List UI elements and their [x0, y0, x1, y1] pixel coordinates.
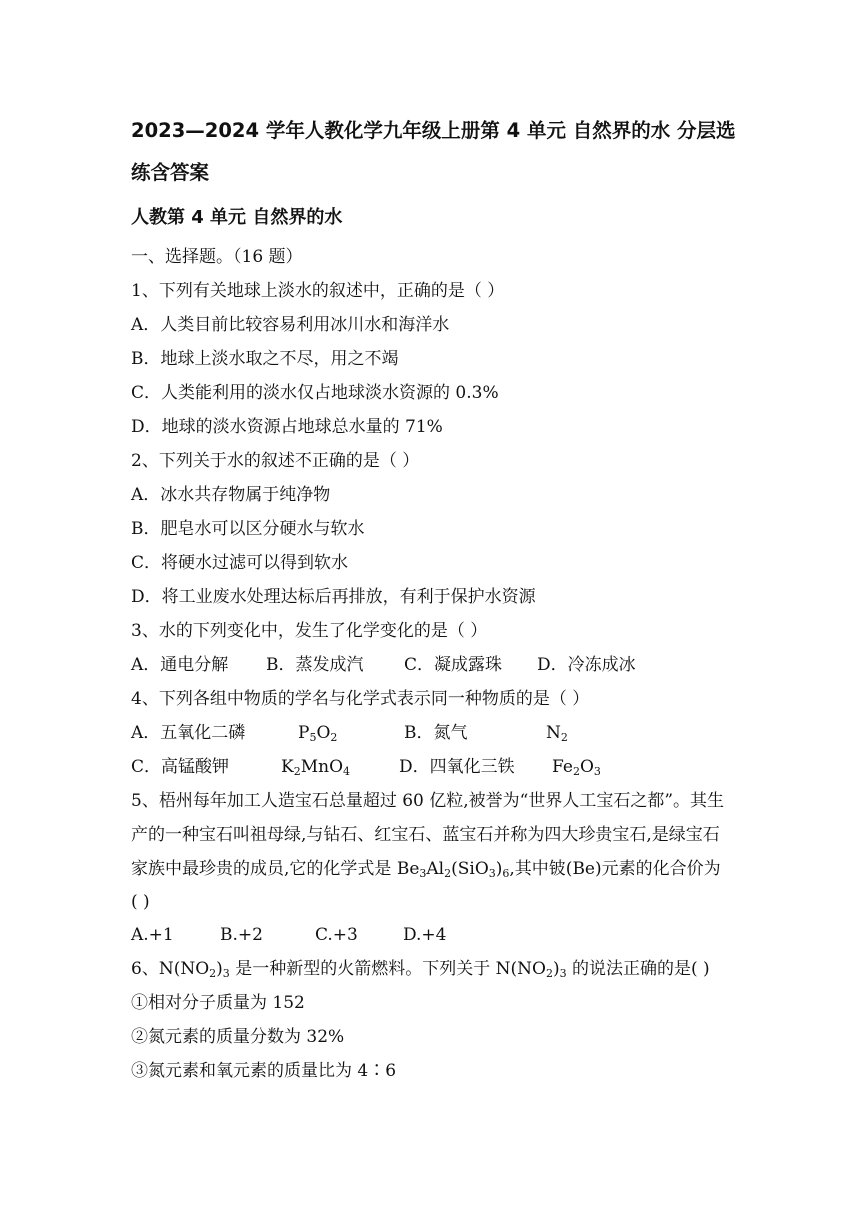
q5-option-d: D.+4 — [403, 925, 447, 945]
q6-stem-end: 的说法正确的是( ) — [566, 959, 710, 979]
q4-option-d-formula: $Fe_2O_3$ — [552, 757, 601, 778]
q2-option-b: B．肥皂水可以区分硬水与软水 — [131, 519, 365, 539]
q1-option-d: D．地球的淡水资源占地球总水量的 71% — [131, 417, 443, 437]
q4-option-b-formula: $N_2$ — [546, 723, 568, 744]
q4-option-a-formula: $P_5O_2$ — [298, 723, 338, 744]
q6-formula: $N(NO_2)_3$ — [158, 959, 230, 980]
question-2-stem: 2、下列关于水的叙述不正确的是（ ） — [131, 451, 420, 471]
question-5-line-3 — [131, 858, 721, 880]
question-3-stem: 3、水的下列变化中，发生了化学变化的是（ ） — [131, 621, 488, 641]
q4-option-b-name: B．氮气 — [404, 723, 468, 743]
unit-heading: 人教第 4 单元 自然界的水 — [131, 207, 343, 228]
q1-option-a: A．人类目前比较容易利用冰川水和海洋水 — [131, 315, 450, 335]
q4-option-c-name: C．高锰酸钾 — [131, 757, 230, 777]
q6-stem-middle: 是一种新型的火箭燃料。下列关于 — [229, 959, 496, 979]
question-5-line-2: 产的一种宝石叫祖母绿,与钻石、红宝石、蓝宝石并称为四大珍贵宝石,是绿宝石 — [131, 825, 720, 845]
q6-statement-1: ①相对分子质量为 152 — [131, 993, 305, 1013]
q5-option-c: C.+3 — [315, 925, 358, 945]
q6-statement-3: ③氮元素和氧元素的质量比为 4∶6 — [131, 1061, 397, 1081]
q1-option-c: C．人类能利用的淡水仅占地球淡水资源的 0.3% — [131, 383, 499, 403]
q1-option-b: B．地球上淡水取之不尽，用之不竭 — [131, 349, 399, 369]
q6-formula-repeat: $N(NO_2)_3$ — [495, 959, 567, 980]
q3-option-d: D．冷冻成冰 — [537, 655, 636, 675]
q6-statement-2: ②氮元素的质量分数为 32% — [131, 1027, 345, 1047]
question-4-stem: 4、下列各组中物质的学名与化学式表示同一种物质的是（ ） — [131, 689, 590, 709]
q2-option-d: D．将工业废水处理达标后再排放，有利于保护水资源 — [131, 587, 536, 607]
q5-formula: $Be_3Al_2(SiO_3)_6$ — [396, 859, 510, 880]
q4-option-d-name: D．四氧化三铁 — [399, 757, 515, 777]
question-5-line-1: 5、梧州每年加工人造宝石总量超过 60 亿粒,被誉为“世界人工宝石之都”。其生 — [131, 791, 725, 811]
q2-option-a: A．冰水共存物属于纯净物 — [131, 485, 331, 505]
q4-option-a-name: A．五氧化二磷 — [131, 723, 246, 743]
q5-text-before-formula: 家族中最珍贵的成员,它的化学式是 — [131, 859, 397, 879]
q5-option-a: A.+1 — [131, 925, 174, 945]
q3-option-c: C．凝成露珠 — [404, 655, 503, 675]
q3-option-b: B．蒸发成汽 — [266, 655, 364, 675]
q4-option-c-formula: $K_2MnO_4$ — [281, 757, 351, 778]
q3-option-a: A．通电分解 — [131, 655, 229, 675]
q6-number: 6、 — [131, 959, 159, 979]
section-heading: 一、选择题。（16 题） — [131, 247, 303, 267]
document-title: 2023—2024 学年人教化学九年级上册第 4 单元 自然界的水 分层选 — [131, 119, 736, 142]
q5-text-after-formula: ,其中铍(Be)元素的化合价为 — [509, 859, 721, 879]
q2-option-c: C．将硬水过滤可以得到软水 — [131, 553, 349, 573]
question-1-stem: 1、下列有关地球上淡水的叙述中，正确的是（ ） — [131, 281, 505, 301]
document-title-continued: 练含答案 — [131, 161, 210, 184]
question-5-answer-blank: ( ) — [131, 892, 150, 912]
q5-option-b: B.+2 — [220, 925, 263, 945]
question-6-stem — [131, 958, 710, 980]
